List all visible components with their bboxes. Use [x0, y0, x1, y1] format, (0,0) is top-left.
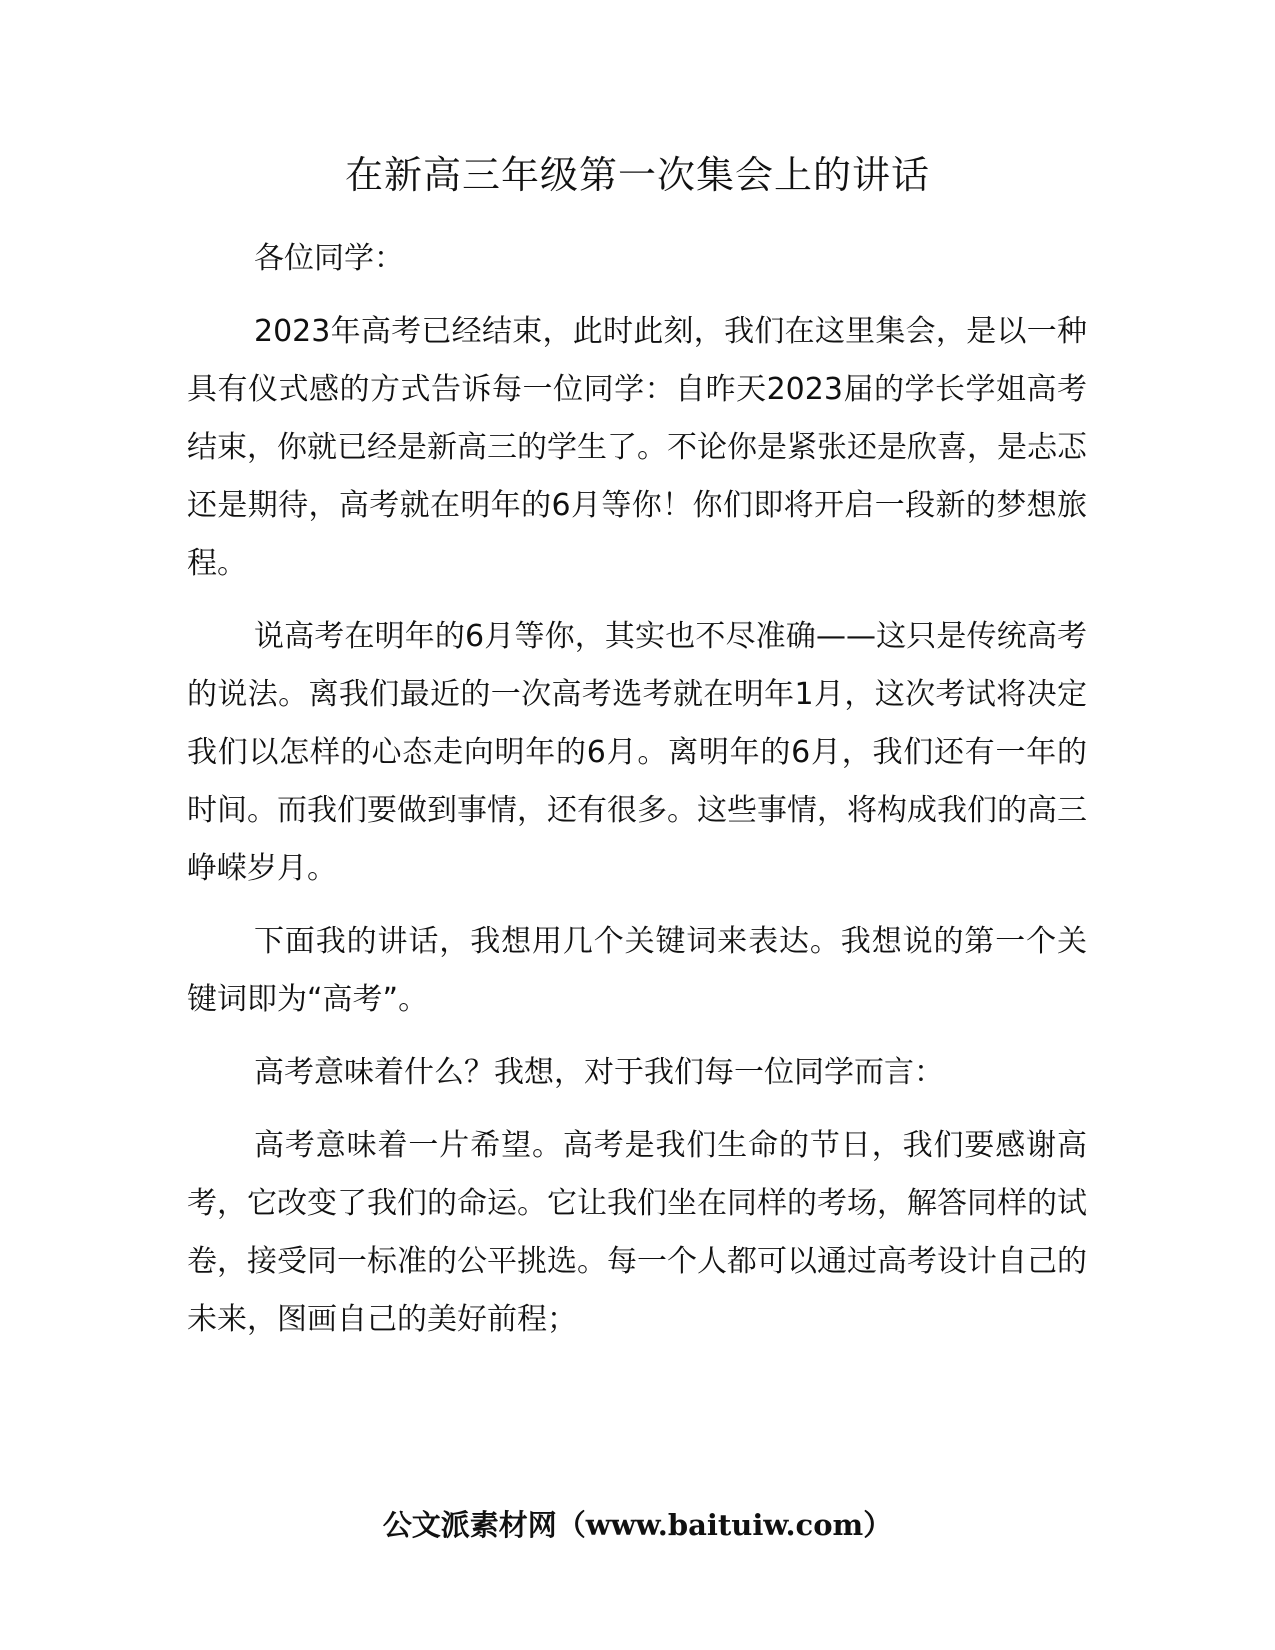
document-body [187, 230, 1087, 1364]
body-paragraph: 高考意味着一片希望。高考是我们生命的节日，我们要感谢高考，它改变了我们的命运。它让我们坐在同样的考场，解答同样的试卷，接受同一标准的公平挑选。每一个人都可以通过高考设计自己的未来，图画自己的美好前程； [187, 1128, 1087, 1337]
document-title: 在新高三年级第一次集会上的讲话 [344, 153, 930, 197]
body-paragraph: 下面我的讲话，我想用几个关键词来表达。我想说的第一个关键词即为“高考”。 [187, 924, 1087, 1017]
footer-source: 公文派素材网（www.baituiw.com） [382, 1508, 893, 1542]
body-paragraph: 2023年高考已经结束，此时此刻，我们在这里集会，是以一种具有仪式感的方式告诉每一位同学：自昨天2023届的学长学姐高考结束，你就已经是新高三的学生了。不论你是紧张还是欣喜，是忐忑还是期待，高考就在明年的6月等你！你们即将开启一段新的梦想旅程。 [187, 314, 1087, 581]
salutation-paragraph: 各位同学： [254, 241, 404, 276]
body-paragraph: 说高考在明年的6月等你，其实也不尽准确——这只是传统高考的说法。离我们最近的一次高考选考就在明年1月，这次考试将决定我们以怎样的心态走向明年的6月。离明年的6月，我们还有一年的时间。而我们要做到事情，还有很多。这些事情，将构成我们的高三峥嵘岁月。 [187, 619, 1087, 886]
body-paragraph: 高考意味着什么？我想，对于我们每一位同学而言： [254, 1055, 944, 1090]
